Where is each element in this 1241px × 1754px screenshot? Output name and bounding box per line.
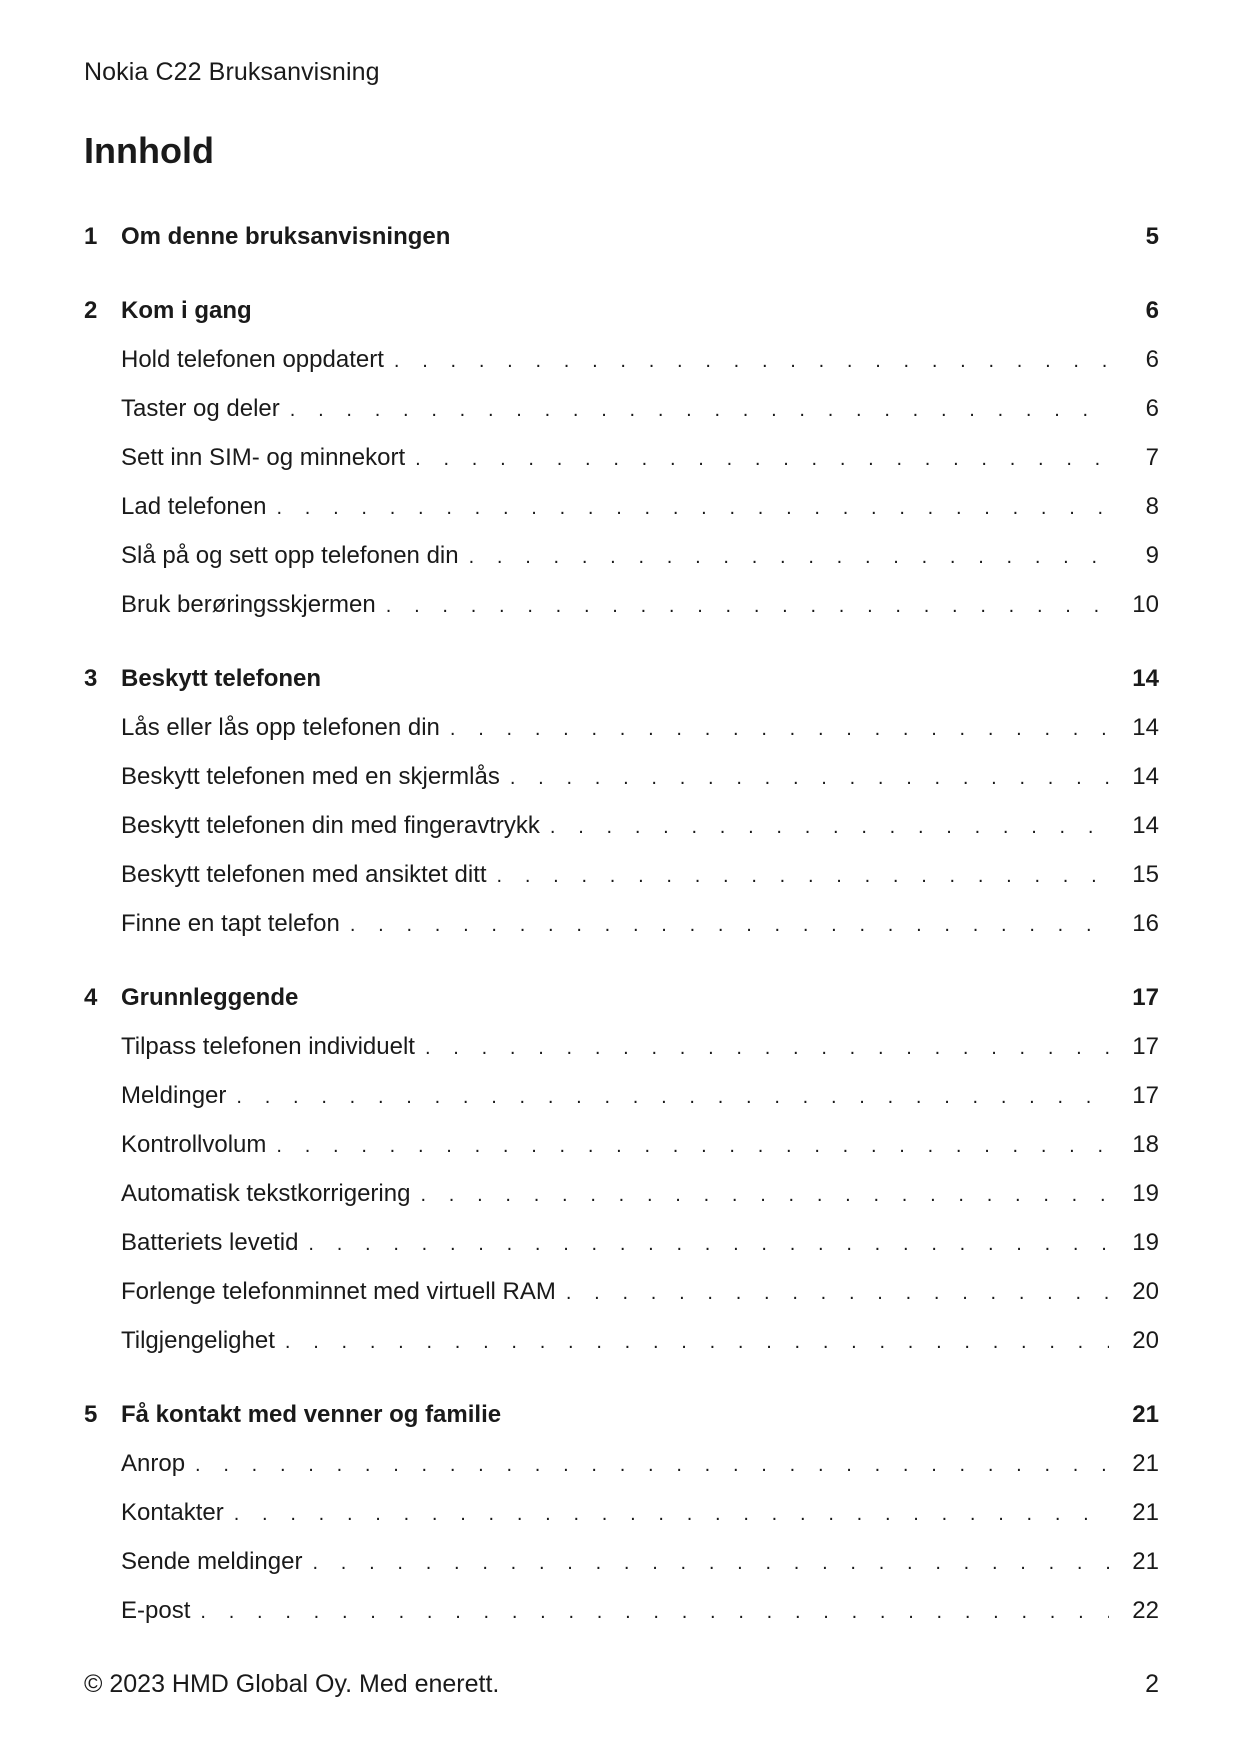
dot-leader xyxy=(290,386,1109,435)
toc-entry-title: Anrop xyxy=(121,1450,186,1477)
toc-entry[interactable] xyxy=(84,850,1159,899)
toc-entry-page: 6 xyxy=(1145,346,1159,373)
toc-entry-page: 21 xyxy=(1132,1499,1159,1526)
page-title: Innhold xyxy=(84,130,214,171)
dot-leader xyxy=(234,1490,1109,1539)
toc-entry-title: Hold telefonen oppdatert xyxy=(121,346,384,373)
toc-entry-title: Beskytt telefonen din med fingeravtrykk xyxy=(121,812,540,839)
toc-entry[interactable] xyxy=(84,1586,1159,1635)
copyright-text: © 2023 HMD Global Oy. Med enerett. xyxy=(84,1670,500,1698)
toc-entry-page: 19 xyxy=(1132,1180,1159,1207)
table-of-contents xyxy=(84,212,1159,1660)
toc-section-heading[interactable] xyxy=(84,1390,1159,1439)
toc-section-title: Få kontakt med venner og familie xyxy=(121,1401,502,1428)
toc-entry[interactable] xyxy=(84,1169,1159,1218)
toc-entry-page: 22 xyxy=(1132,1597,1159,1624)
toc-section xyxy=(84,973,1159,1365)
dot-leader xyxy=(469,533,1109,582)
toc-entry[interactable] xyxy=(84,580,1159,629)
toc-entry[interactable] xyxy=(84,1537,1159,1586)
toc-entry-page: 14 xyxy=(1132,714,1159,741)
toc-entry-page: 21 xyxy=(1132,1548,1159,1575)
running-header: Nokia C22 Bruksanvisning xyxy=(84,58,380,86)
page-footer xyxy=(84,1670,1159,1699)
dot-leader xyxy=(195,1441,1109,1490)
toc-entry-title: Kontrollvolum xyxy=(121,1131,267,1158)
document-page xyxy=(84,0,1159,1754)
toc-section-number: 1 xyxy=(84,223,98,250)
toc-entry[interactable] xyxy=(84,1439,1159,1488)
toc-section xyxy=(84,654,1159,948)
toc-entry-title: Lad telefonen xyxy=(121,493,267,520)
toc-entry-page: 18 xyxy=(1132,1131,1159,1158)
toc-section-heading[interactable] xyxy=(84,212,1159,261)
toc-entry-page: 16 xyxy=(1132,910,1159,937)
toc-entry-page: 20 xyxy=(1132,1278,1159,1305)
toc-entry[interactable] xyxy=(84,703,1159,752)
toc-entry-title: Forlenge telefonminnet med virtuell RAM xyxy=(121,1278,556,1305)
toc-entry[interactable] xyxy=(84,752,1159,801)
dot-leader xyxy=(285,1318,1109,1367)
dot-leader xyxy=(497,852,1109,901)
dot-leader xyxy=(350,901,1109,950)
dot-leader xyxy=(386,582,1109,631)
toc-entry-page: 17 xyxy=(1132,1082,1159,1109)
toc-entry[interactable] xyxy=(84,1120,1159,1169)
dot-leader xyxy=(276,1122,1109,1171)
toc-entry-title: Meldinger xyxy=(121,1082,227,1109)
toc-entry-title: Lås eller lås opp telefonen din xyxy=(121,714,440,741)
toc-entry[interactable] xyxy=(84,1488,1159,1537)
toc-entry-title: Sett inn SIM- og minnekort xyxy=(121,444,406,471)
toc-entry[interactable] xyxy=(84,801,1159,850)
toc-entry-page: 14 xyxy=(1132,763,1159,790)
toc-entry[interactable] xyxy=(84,433,1159,482)
toc-entry-page: 10 xyxy=(1132,591,1159,618)
toc-entry-page: 17 xyxy=(1132,1033,1159,1060)
toc-entry[interactable] xyxy=(84,1316,1159,1365)
toc-entry[interactable] xyxy=(84,899,1159,948)
dot-leader xyxy=(425,1024,1109,1073)
toc-section-title: Om denne bruksanvisningen xyxy=(121,223,451,250)
toc-entry-page: 9 xyxy=(1145,542,1159,569)
toc-entry-title: Tilpass telefonen individuelt xyxy=(121,1033,415,1060)
page-number: 2 xyxy=(1145,1670,1159,1698)
toc-section-page: 14 xyxy=(1132,665,1159,692)
toc-section-heading[interactable] xyxy=(84,973,1159,1022)
toc-entry-title: Sende meldinger xyxy=(121,1548,303,1575)
toc-section-page: 21 xyxy=(1132,1401,1159,1428)
toc-entry-page: 21 xyxy=(1132,1450,1159,1477)
toc-section-title: Kom i gang xyxy=(121,297,252,324)
dot-leader xyxy=(510,754,1109,803)
toc-section-number: 4 xyxy=(84,984,98,1011)
toc-entry[interactable] xyxy=(84,1071,1159,1120)
toc-entry-title: Batteriets levetid xyxy=(121,1229,299,1256)
dot-leader xyxy=(450,705,1109,754)
toc-entry-page: 8 xyxy=(1145,493,1159,520)
toc-entry[interactable] xyxy=(84,1267,1159,1316)
toc-entry-title: Bruk berøringsskjermen xyxy=(121,591,376,618)
toc-entry-title: E-post xyxy=(121,1597,191,1624)
toc-entry[interactable] xyxy=(84,384,1159,433)
dot-leader xyxy=(420,1171,1109,1220)
toc-entry-page: 20 xyxy=(1132,1327,1159,1354)
dot-leader xyxy=(566,1269,1109,1318)
toc-entry-page: 15 xyxy=(1132,861,1159,888)
toc-section-heading[interactable] xyxy=(84,654,1159,703)
toc-section-number: 5 xyxy=(84,1401,98,1428)
dot-leader xyxy=(394,337,1109,386)
dot-leader xyxy=(200,1588,1109,1637)
toc-section-page: 6 xyxy=(1145,297,1159,324)
toc-entry-title: Kontakter xyxy=(121,1499,224,1526)
toc-section xyxy=(84,286,1159,629)
toc-section-title: Grunnleggende xyxy=(121,984,299,1011)
toc-entry[interactable] xyxy=(84,531,1159,580)
toc-section-number: 3 xyxy=(84,665,98,692)
dot-leader xyxy=(308,1220,1109,1269)
toc-entry-title: Taster og deler xyxy=(121,395,280,422)
toc-entry-title: Beskytt telefonen med en skjermlås xyxy=(121,763,500,790)
dot-leader xyxy=(276,484,1109,533)
dot-leader xyxy=(236,1073,1109,1122)
toc-entry-title: Slå på og sett opp telefonen din xyxy=(121,542,459,569)
toc-entry-title: Finne en tapt telefon xyxy=(121,910,340,937)
toc-section xyxy=(84,212,1159,261)
dot-leader xyxy=(415,435,1109,484)
toc-entry-title: Automatisk tekstkorrigering xyxy=(121,1180,411,1207)
toc-section-heading[interactable] xyxy=(84,286,1159,335)
dot-leader xyxy=(312,1539,1109,1588)
toc-section-number: 2 xyxy=(84,297,98,324)
toc-section-page: 17 xyxy=(1132,984,1159,1011)
toc-entry[interactable] xyxy=(84,335,1159,384)
toc-entry-title: Tilgjengelighet xyxy=(121,1327,275,1354)
toc-entry-page: 7 xyxy=(1145,444,1159,471)
toc-entry[interactable] xyxy=(84,482,1159,531)
toc-entry-page: 14 xyxy=(1132,812,1159,839)
toc-entry[interactable] xyxy=(84,1022,1159,1071)
toc-section xyxy=(84,1390,1159,1635)
dot-leader xyxy=(550,803,1109,852)
toc-entry-page: 19 xyxy=(1132,1229,1159,1256)
toc-section-title: Beskytt telefonen xyxy=(121,665,322,692)
toc-entry-page: 6 xyxy=(1145,395,1159,422)
toc-section-page: 5 xyxy=(1145,223,1159,250)
toc-entry-title: Beskytt telefonen med ansiktet ditt xyxy=(121,861,487,888)
toc-entry[interactable] xyxy=(84,1218,1159,1267)
